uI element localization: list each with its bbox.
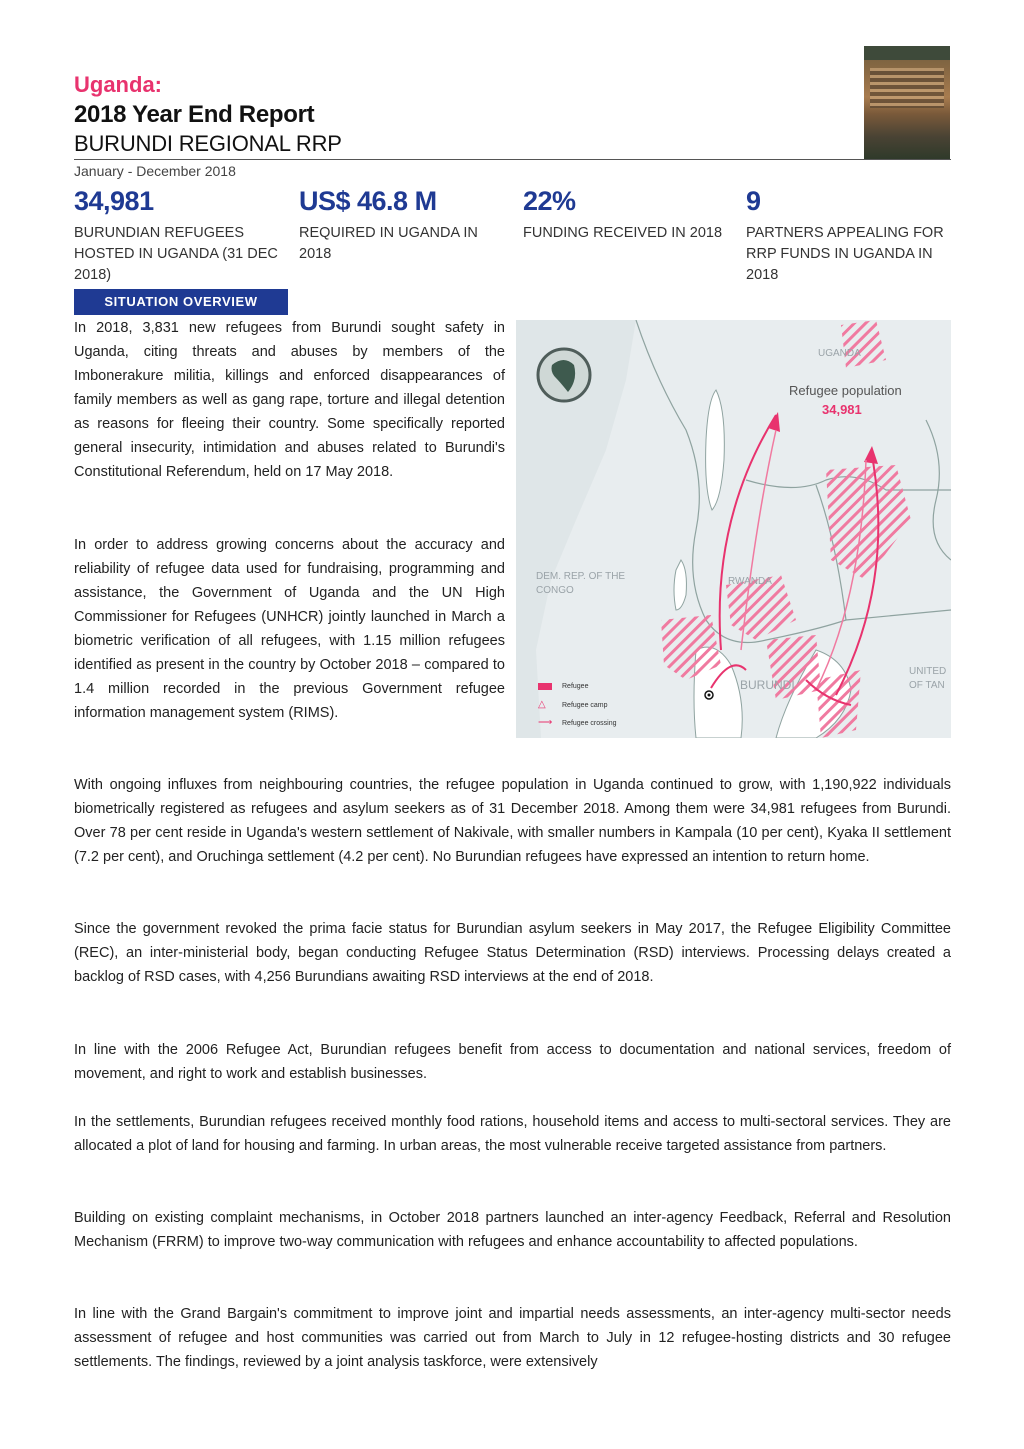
legend-item bbox=[538, 678, 616, 696]
stat-partners bbox=[746, 186, 956, 286]
stat-required bbox=[299, 186, 509, 265]
report-subtitle: BURUNDI REGIONAL RRP bbox=[74, 131, 342, 156]
paragraph: In the settlements, Burundian refugees received monthly food rations, household items and access to multi-sectoral services. They are allocated a plot of land for housing and farming. In urban areas, the most vulnerable receive targeted assistance from partners. bbox=[74, 1114, 951, 1154]
cover-photo bbox=[864, 46, 950, 159]
region-map bbox=[516, 320, 951, 738]
stat-value: 22% bbox=[523, 186, 576, 216]
header-divider bbox=[74, 159, 951, 160]
map-label-rwanda: RWANDA bbox=[728, 576, 772, 587]
report-period: January - December 2018 bbox=[74, 163, 236, 179]
stat-value: US$ 46.8 M bbox=[299, 186, 437, 216]
paragraph: Since the government revoked the prima facie status for Burundian asylum seekers in May 2017, the Refugee Eligibility Committee (REC), an inter-ministerial body, began conducting Refugee Status Determination (RSD) interviews. Processing delays created a backlog of RSD cases, with 4,256 Burundians awaiting RSD interviews at the end of 2018. bbox=[74, 921, 951, 985]
paragraph: In line with the 2006 Refugee Act, Burundian refugees benefit from access to documentation and national services, freedom of movement, and right to work and establish businesses. bbox=[74, 1042, 951, 1082]
map-label-burundi: BURUNDI bbox=[740, 678, 795, 692]
stat-value: 34,981 bbox=[74, 186, 154, 216]
stat-label: PARTNERS APPEALING FOR RRP FUNDS IN UGANDA IN 2018 bbox=[746, 225, 944, 283]
section-title: SITUATION OVERVIEW bbox=[74, 289, 288, 315]
population-value: 34,981 bbox=[822, 402, 862, 417]
report-country: Uganda: bbox=[74, 72, 162, 97]
stat-value: 9 bbox=[746, 186, 761, 216]
stat-refugees bbox=[74, 186, 284, 286]
legend-label: Refugee bbox=[562, 683, 589, 690]
report-title: 2018 Year End Report bbox=[74, 101, 315, 128]
map-label-uganda: UGANDA bbox=[818, 348, 861, 359]
map-label-tanzania: UNITED OF TAN bbox=[909, 666, 947, 691]
paragraph: Building on existing complaint mechanisms, in October 2018 partners launched an inter-agency Feedback, Referral and Resolution Mechanism (FRRM) to improve two-way communication with refugees and enhance accountability to affected populations. bbox=[74, 1210, 951, 1250]
stat-label: REQUIRED IN UGANDA IN 2018 bbox=[299, 225, 478, 262]
paragraph: In order to address growing concerns about the accuracy and reliability of refugee data used for fundraising, programming and assistance, the Government of Uganda and the UN High Commissioner for Refugees (UNHCR) jointly launched in March a biometric verification of all refugees, with 1.15 million refugees identified as present in the country by October 2018 – compared to 1.4 million recorded in the previous Government refugee information management system (RIMS). bbox=[74, 537, 505, 721]
paragraph: In 2018, 3,831 new refugees from Burundi sought safety in Uganda, citing threats and abuses by members of the Imbonerakure militia, killings and enforced disappearances of family members as well as gang rape, torture and illegal detention as reasons for fleeing their country. Some specifically reported general insecurity, intimidation and abuses related to Burundi's Constitutional Referendum, held on 17 May 2018. bbox=[74, 320, 505, 480]
camp-triangle-icon: △ bbox=[538, 699, 546, 710]
legend-item bbox=[538, 714, 616, 732]
stat-funding bbox=[523, 186, 733, 244]
legend-label: Refugee crossing bbox=[562, 719, 617, 727]
stat-label: FUNDING RECEIVED IN 2018 bbox=[523, 225, 723, 241]
paragraph: In line with the Grand Bargain's commitment to improve joint and impartial needs assessments, an inter-agency multi-sector needs assessment of refugee and host communities was carried out from March to July in 12 refugee-hosting districts and 30 refugee settlements. The findings, reviewed by a joint analysis taskforce, were extensively bbox=[74, 1306, 951, 1370]
legend-label: Refugee camp bbox=[562, 701, 608, 709]
crossing-arrow-icon: ⟶ bbox=[538, 717, 553, 728]
paragraph: With ongoing influxes from neighbouring countries, the refugee population in Uganda continued to grow, with 1,190,922 individuals biometrically registered as refugees and asylum seekers as of 31 December 2018. Among them were 34,981 refugees from Burundi. Over 78 per cent reside in Uganda's western settlement of Nakivale, with smaller numbers in Kampala (10 per cent), Kyaka II settlement (7.2 per cent), and Oruchinga settlement (4.2 per cent). No Burundian refugees have expressed an intention to return home. bbox=[74, 777, 951, 865]
legend-item bbox=[538, 696, 616, 714]
refugee-area-swatch bbox=[538, 683, 552, 690]
map-label-drc: DEM. REP. OF THE CONGO bbox=[536, 571, 626, 596]
population-label: Refugee population bbox=[789, 383, 902, 398]
map-legend bbox=[538, 678, 616, 732]
stat-label: BURUNDIAN REFUGEES HOSTED IN UGANDA (31 DEC 2018) bbox=[74, 225, 278, 283]
